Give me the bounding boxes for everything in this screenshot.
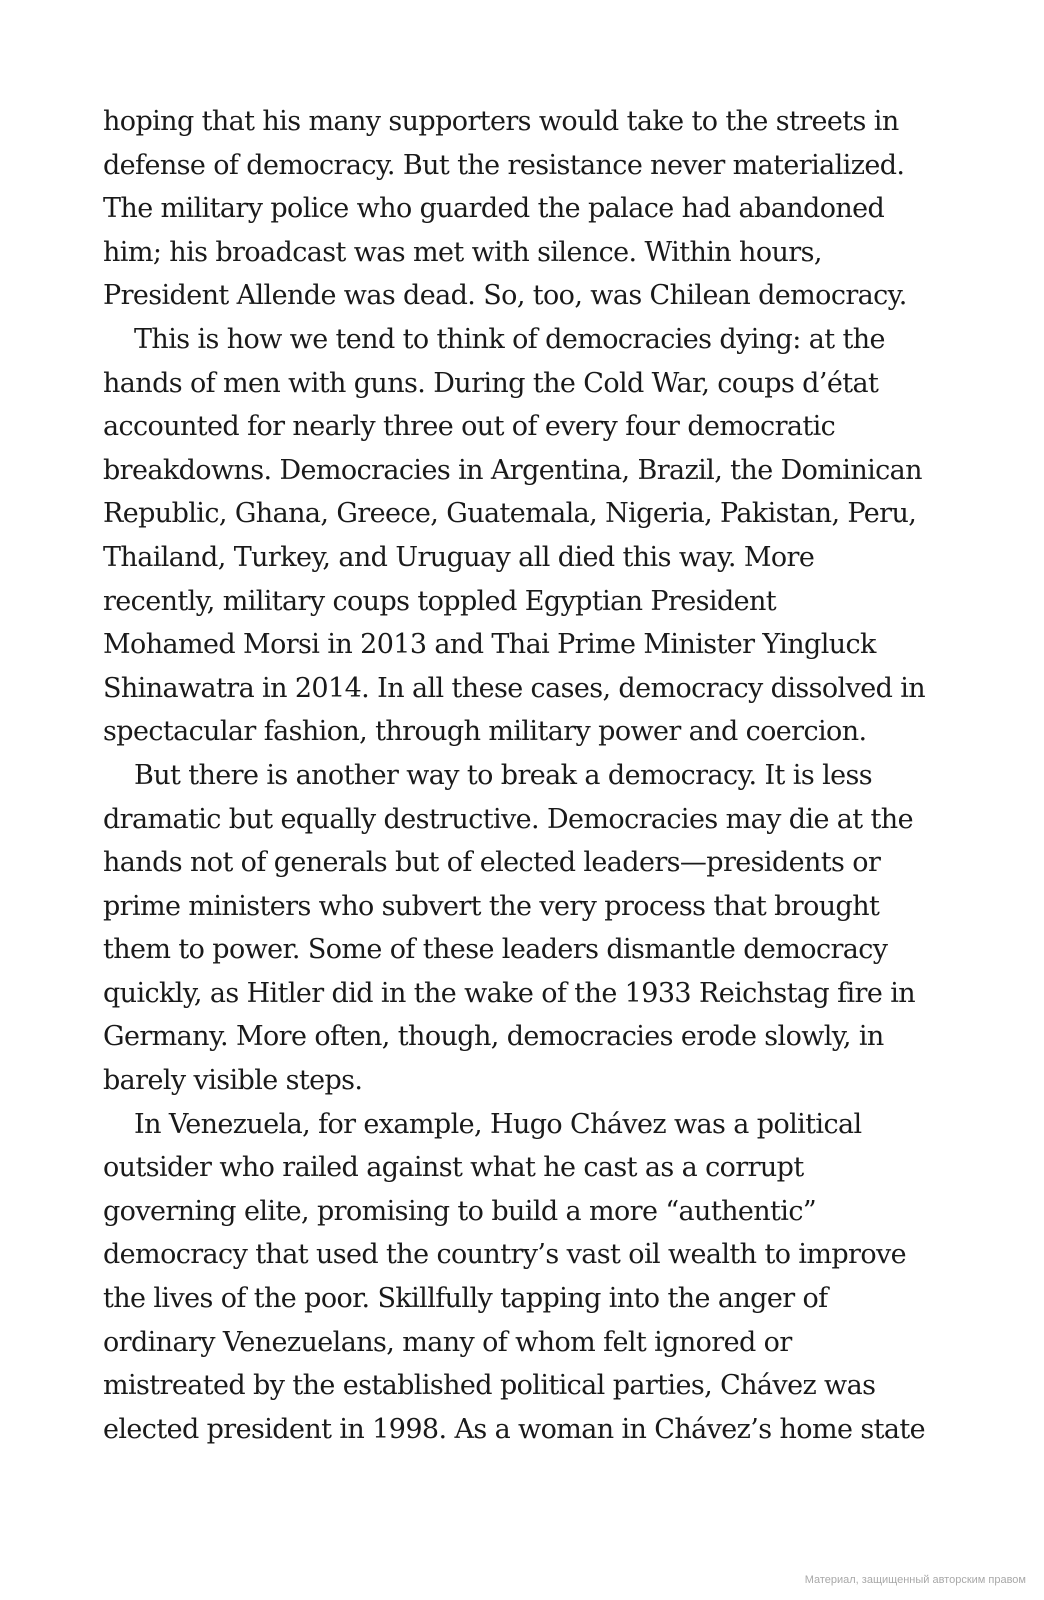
text-line: prime ministers who subvert the very process that brought [103,890,880,922]
text-line: President Allende was dead. So, too, was Chilean democracy. [103,280,907,312]
text-line: governing elite, promising to build a more “authentic” [103,1195,817,1227]
text-line: accounted for nearly three out of every four democratic [103,411,836,443]
text-line: Shinawatra in 2014. In all these cases, democracy dissolved in [103,672,926,704]
text-line: But there is another way to break a democracy. It is less [134,759,872,791]
text-line: mistreated by the established political parties, Chávez was [103,1370,876,1402]
text-line: Germany. More often, though, democracies erode slowly, in [103,1021,884,1053]
text-line: hands not of generals but of elected leaders—presidents or [103,847,881,879]
text-line: him; his broadcast was met with silence. Within hours, [103,236,822,268]
text-line: democracy that used the country’s vast oil wealth to improve [103,1239,907,1271]
text-line: Mohamed Morsi in 2013 and Thai Prime Minister Yingluck [103,629,876,661]
text-line: ordinary Venezuelans, many of whom felt ignored or [103,1326,792,1358]
text-line: The military police who guarded the palace had abandoned [103,193,885,225]
text-line: recently, military coups toppled Egyptian President [103,585,777,617]
text-line: quickly, as Hitler did in the wake of the 1933 Reichstag fire in [103,977,916,1009]
text-line: elected president in 1998. As a woman in Chávez’s home state [103,1413,925,1445]
body-text [103,100,933,1451]
text-line: defense of democracy. But the resistance never materialized. [103,149,905,181]
text-line: This is how we tend to think of democracies dying: at the [134,323,885,355]
text-line: breakdowns. Democracies in Argentina, Brazil, the Dominican [103,454,922,486]
copyright-watermark: Материал, защищенный авторским правом [804,1574,1026,1586]
text-line: hoping that his many supporters would take to the streets in [103,106,899,137]
text-line: barely visible steps. [103,1065,363,1097]
text-line: In Venezuela, for example, Hugo Chávez was a political [134,1108,862,1140]
text-line: hands of men with guns. During the Cold War, coups d’état [103,367,879,399]
text-line: outsider who railed against what he cast as a corrupt [103,1152,804,1184]
text-line: spectacular fashion, through military power and coercion. [103,716,867,748]
text-line: them to power. Some of these leaders dismantle democracy [103,934,888,966]
text-line: Republic, Ghana, Greece, Guatemala, Nigeria, Pakistan, Peru, [103,498,917,530]
text-line: the lives of the poor. Skillfully tapping into the anger of [103,1283,828,1315]
text-line: Thailand, Turkey, and Uruguay all died this way. More [103,541,815,573]
text-line: dramatic but equally destructive. Democracies may die at the [103,803,913,835]
